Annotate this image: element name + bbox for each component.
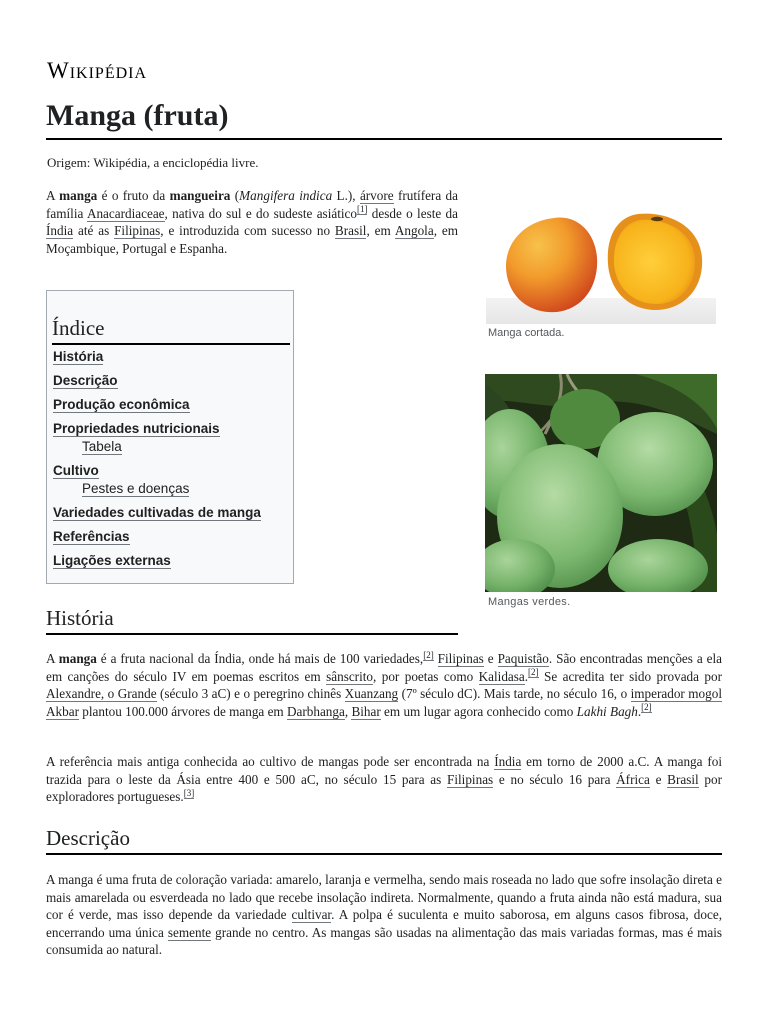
link-anacardiaceae[interactable]: Anacardiaceae xyxy=(86,205,165,221)
toc-item[interactable]: Produção econômica xyxy=(53,397,190,412)
toc-subitem[interactable]: Pestes e doenças xyxy=(82,481,190,496)
link-brasil[interactable]: Brasil xyxy=(334,223,367,239)
toc-item[interactable]: Referências xyxy=(53,529,130,544)
page-title: Manga (fruta) xyxy=(46,96,722,140)
ref-2[interactable]: [2] xyxy=(423,649,434,660)
descricao-paragraph-1: A manga é uma fruta de coloração variada: amarelo, laranja e vermelha, sendo mais roseada no lado que sofre insolação direta e mais amarelada ou esverdeada no lado que recebe insolação indireta. Normalmente, quando a fruta ainda não está madura, sua cor é verde, mas isso depende da variedade cultivar. A polpa é suculenta e muito saborosa, em alguns casos fibrosa, doce, encerrando uma única semente grande no centro. As mangas são usadas na alimentação das mais variadas formas, mas é mais consumida ao natural. xyxy=(46,872,722,958)
term-mangueira: mangueira xyxy=(169,188,231,203)
link-filipinas[interactable]: Filipinas xyxy=(447,771,494,787)
toc-title: Índice xyxy=(52,315,290,345)
historia-paragraph-1: A manga é a fruta nacional da Índia, onde há mais de 100 variedades,[2] Filipinas e Paquistão. São encontradas menções a ela em canções do século IV em poemas escritos em sânscrito, por poetas como Kalidasa.[2] Se acredita ter sido provada por Alexandre, o Grande (século 3 aC) e o peregrino chinês Xuanzang (7º século dC). Mais tarde, no século 16, o imperador mogol Akbar plantou 100.000 árvores de manga em Darbhanga, Bihar em um lugar agora conhecido como Lakhi Bagh.[2] xyxy=(46,649,723,719)
ref-1[interactable]: [1] xyxy=(356,204,368,215)
link-filipinas[interactable]: Filipinas xyxy=(437,651,484,666)
link-africa[interactable]: África xyxy=(616,771,650,787)
scientific-name: Mangifera indica xyxy=(239,188,333,203)
link-cultivar[interactable]: cultivar xyxy=(291,907,332,923)
link-kalidasa[interactable]: Kalidasa xyxy=(478,668,525,684)
link-sanscrito[interactable]: sânscrito xyxy=(326,668,373,684)
ref-3[interactable]: [3] xyxy=(183,787,195,798)
link-arvore[interactable]: árvore xyxy=(359,188,394,203)
link-darbhanga[interactable]: Darbhanga xyxy=(286,703,345,719)
section-heading-historia: História xyxy=(46,605,458,635)
term-manga: manga xyxy=(58,651,97,666)
toc-item[interactable]: Propriedades nutricionais xyxy=(53,421,220,436)
ref-2[interactable]: [2] xyxy=(641,702,652,713)
term-manga: manga xyxy=(59,188,98,203)
link-paquistao[interactable]: Paquistão xyxy=(497,651,549,666)
site-tagline: Origem: Wikipédia, a enciclopédia livre. xyxy=(47,155,259,170)
link-india[interactable]: Índia xyxy=(46,223,74,239)
link-angola[interactable]: Angola xyxy=(394,223,434,239)
table-of-contents xyxy=(46,290,294,584)
section-heading-descricao: Descrição xyxy=(46,825,722,855)
intro-paragraph: A manga é o fruto da mangueira (Mangifera indica L.), árvore frutífera da família Anacardiaceae, nativa do sul e do sudeste asiático[1] desde o leste da Índia até as Filipinas, e introduzida com sucesso no Brasil, em Angola, em Moçambique, Portugal e Espanha. xyxy=(46,188,458,256)
toc-item[interactable]: Cultivo xyxy=(53,463,99,478)
toc-item[interactable]: Ligações externas xyxy=(53,553,171,568)
link-akbar[interactable]: Akbar xyxy=(46,703,79,719)
link-india[interactable]: Índia xyxy=(494,754,522,769)
link-semente[interactable]: semente xyxy=(167,924,212,940)
wikipedia-wordmark[interactable]: Wikipédia xyxy=(47,58,148,83)
ref-2[interactable]: [2] xyxy=(528,667,539,678)
toc-subitem[interactable]: Tabela xyxy=(82,439,122,454)
historia-paragraph-2: A referência mais antiga conhecida ao cultivo de mangas pode ser encontrada na Índia em torno de 2000 a.C. A manga foi trazida para o leste da Ásia entre 400 e 500 aC, no século 15 para as Filipinas e no século 16 para África e Brasil por exploradores portugueses.[3] xyxy=(46,754,722,805)
toc-list xyxy=(53,349,261,577)
link-imperador-mogol[interactable]: imperador mogol xyxy=(630,686,722,702)
link-filipinas[interactable]: Filipinas xyxy=(114,223,161,239)
link-alexandre[interactable]: Alexandre, o Grande xyxy=(46,686,157,702)
toc-item[interactable]: Descrição xyxy=(53,373,118,388)
cut-mango-image[interactable] xyxy=(486,206,716,324)
link-bihar[interactable]: Bihar xyxy=(351,703,381,719)
link-xuanzang[interactable]: Xuanzang xyxy=(344,686,399,702)
figure-caption: Manga cortada. xyxy=(488,327,565,339)
toc-item[interactable]: Variedades cultivadas de manga xyxy=(53,505,261,520)
figure-caption: Mangas verdes. xyxy=(488,596,571,608)
place-name: Lakhi Bagh xyxy=(576,703,638,719)
green-mangoes-image[interactable] xyxy=(485,374,717,592)
toc-item[interactable]: História xyxy=(53,349,104,364)
link-brasil[interactable]: Brasil xyxy=(667,771,699,787)
